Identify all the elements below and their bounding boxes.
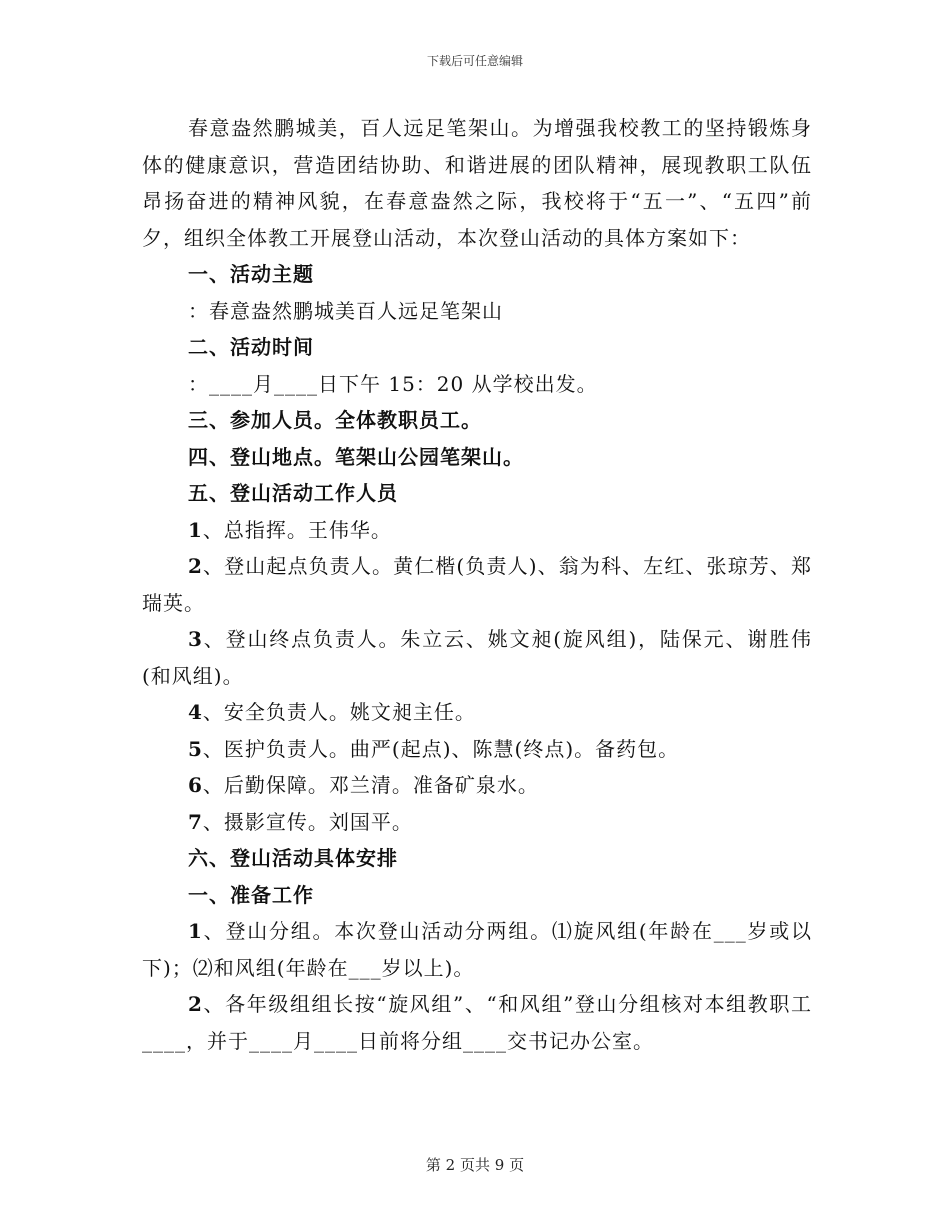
theme-text: ：春意盎然鹏城美百人远足笔架山	[188, 298, 503, 323]
staff-item	[142, 621, 812, 694]
item-number: 1	[188, 919, 203, 943]
item-number: 3	[188, 627, 203, 651]
item-text: 、医护负责人。曲严(起点)、陈慧(终点)。备药包。	[202, 736, 680, 761]
subsection-heading-preparation: 一、准备工作	[188, 882, 314, 907]
item-number: 7	[188, 809, 203, 834]
prep-item	[142, 913, 812, 986]
item-number: 6	[188, 773, 203, 797]
item-number: 1	[188, 517, 203, 542]
item-text: 、登山分组。本次登山活动分两组。⑴旋风组(年龄在___岁或以下)；⑵和风组(年龄在___岁以上)。	[142, 919, 812, 980]
item-number: 5	[188, 736, 203, 761]
item-number: 2	[188, 992, 203, 1016]
page-footer: 第 2 页共 9 页	[425, 1156, 525, 1174]
item-text: 、各年级组组长按“旋风组”、“和风组”登山分组核对本组教职工____，并于____月____日前将分组____交书记办公室。	[142, 992, 812, 1053]
section-heading-participants: 三、参加人员。全体教职员工。	[188, 408, 482, 432]
section-heading-theme: 一、活动主题	[188, 262, 314, 286]
item-text: 、总指挥。王伟华。	[202, 517, 392, 542]
item-text: 、登山起点负责人。黄仁楷(负责人)、翁为科、左红、张琼芳、郑瑞英。	[142, 554, 812, 615]
item-number: 4	[188, 700, 203, 724]
section-heading-staff: 五、登山活动工作人员	[188, 481, 398, 505]
staff-item	[142, 548, 812, 621]
intro-paragraph: 春意盎然鹏城美，百人远足笔架山。为增强我校教工的坚持锻炼身体的健康意识，营造团结协助、和谐进展的团队精神，展现教职工队伍昂扬奋进的精神风貌，在春意盎然之际，我校将于“五一”、“五四”前夕，组织全体教工开展登山活动，本次登山活动的具体方案如下：	[142, 116, 812, 250]
time-text: ：____月____日下午 15：20 从学校出发。	[188, 371, 598, 396]
staff-item	[142, 512, 812, 549]
section-heading-location: 四、登山地点。笔架山公园笔架山。	[188, 444, 524, 469]
document-body	[142, 110, 812, 1059]
page-header: 下载后可任意编辑	[426, 54, 523, 68]
item-text: 、后勤保障。邓兰清。准备矿泉水。	[202, 773, 539, 797]
item-number: 2	[188, 554, 203, 578]
staff-item	[142, 731, 812, 768]
item-text: 、安全负责人。姚文昶主任。	[202, 700, 476, 724]
staff-item	[142, 804, 812, 841]
section-heading-time: 二、活动时间	[188, 335, 314, 359]
prep-item	[142, 986, 812, 1059]
item-text: 、摄影宣传。刘国平。	[202, 809, 413, 834]
item-text: 、登山终点负责人。朱立云、姚文昶(旋风组)，陆保元、谢胜伟(和风组)。	[142, 627, 812, 688]
staff-item	[142, 694, 812, 731]
section-heading-arrangement: 六、登山活动具体安排	[188, 846, 398, 870]
staff-item	[142, 767, 812, 804]
